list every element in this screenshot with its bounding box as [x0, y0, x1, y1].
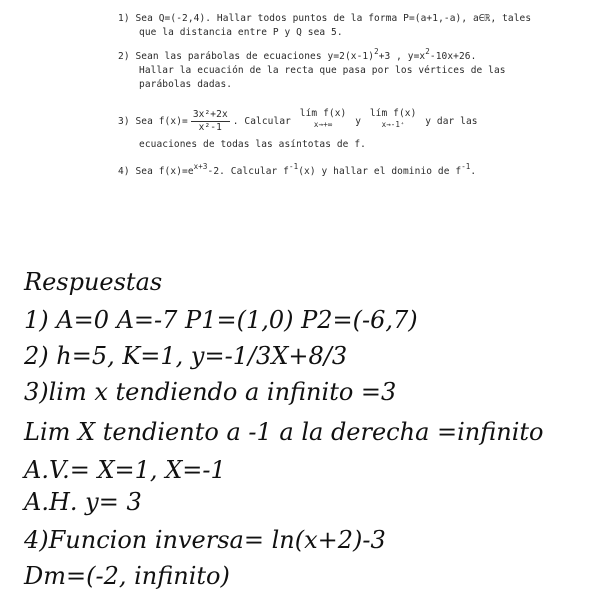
problem-4-text-b: -2. Calcular f	[207, 166, 289, 177]
limit-at-minus-one	[370, 108, 417, 129]
problem-4-text-a: 4) Sea f(x)=e	[118, 166, 194, 177]
limit-1-subscript: x→+∞	[313, 120, 333, 129]
answer-line-4: Lim X tendiento a -1 a la derecha =infinito	[24, 418, 544, 446]
answer-line-2: 2) h=5, K=1, y=-1/3X+8/3	[24, 342, 348, 370]
problem-1	[118, 12, 531, 40]
problem-4	[118, 162, 477, 179]
problem-3-calc-text: . Calcular	[232, 116, 291, 127]
problem-4-inverse-exp-2: -1	[461, 162, 471, 171]
problem-2-line-2: Hallar la ecuación de la recta que pasa por los vértices de las	[139, 65, 506, 76]
answer-line-5: A.V.= X=1, X=-1	[24, 456, 226, 484]
answer-line-8: Dm=(-2, infinito)	[24, 562, 230, 590]
problem-2-line-3: parábolas dadas.	[139, 79, 233, 90]
problem-2-text-b: +3 , y=x	[378, 51, 426, 62]
problem-2-line-1	[118, 47, 506, 64]
problem-2	[118, 47, 506, 92]
problem-2-exponent-1: 2	[374, 47, 379, 56]
problem-3-suffix: y dar las	[425, 116, 478, 127]
limit-2-subscript: x→-1⁺	[381, 120, 405, 129]
answer-line-7: 4)Funcion inversa= ln(x+2)-3	[24, 526, 386, 554]
problem-3-line-2: ecuaciones de todas las asíntotas de f.	[139, 139, 366, 150]
problem-3	[118, 108, 478, 152]
answer-line-1: 1) A=0 A=-7 P1=(1,0) P2=(-6,7)	[24, 306, 418, 334]
limit-at-infinity	[300, 108, 347, 129]
problem-4-text-d: .	[470, 166, 477, 177]
problem-3-prefix: 3) Sea f(x)=	[118, 116, 188, 127]
problem-2-text-a: 2) Sean las parábolas de ecuaciones y=2(x-1)	[118, 51, 375, 62]
problem-4-line-1	[118, 162, 477, 179]
problem-3-line-1	[118, 108, 478, 136]
fraction-denominator: x²-1	[198, 122, 222, 133]
problem-1-line-1: 1) Sea Q=(-2,4). Hallar todos puntos de la forma P=(a+1,-a), a∈ℝ, tales	[118, 13, 532, 24]
problem-2-exponent-2: 2	[425, 47, 430, 56]
problem-4-text-c: (x) y hallar el dominio de f	[298, 166, 462, 177]
problem-3-fraction	[191, 109, 230, 134]
answers-heading: Respuestas	[24, 268, 163, 296]
problem-3-conjunction: y	[355, 116, 362, 127]
limit-2-expression: lím f(x)	[369, 108, 417, 119]
problem-1-line-2: que la distancia entre P y Q sea 5.	[139, 27, 343, 38]
problem-2-text-c: -10x+26.	[429, 51, 477, 62]
problem-4-inverse-exp-1: -1	[289, 162, 299, 171]
answer-line-3: 3)lim x tendiendo a infinito =3	[24, 378, 397, 406]
fraction-numerator: 3x²+2x	[192, 109, 228, 120]
problem-4-exponent: x+3	[193, 162, 208, 171]
limit-1-expression: lím f(x)	[299, 108, 347, 119]
answer-line-6: A.H. y= 3	[24, 488, 142, 516]
